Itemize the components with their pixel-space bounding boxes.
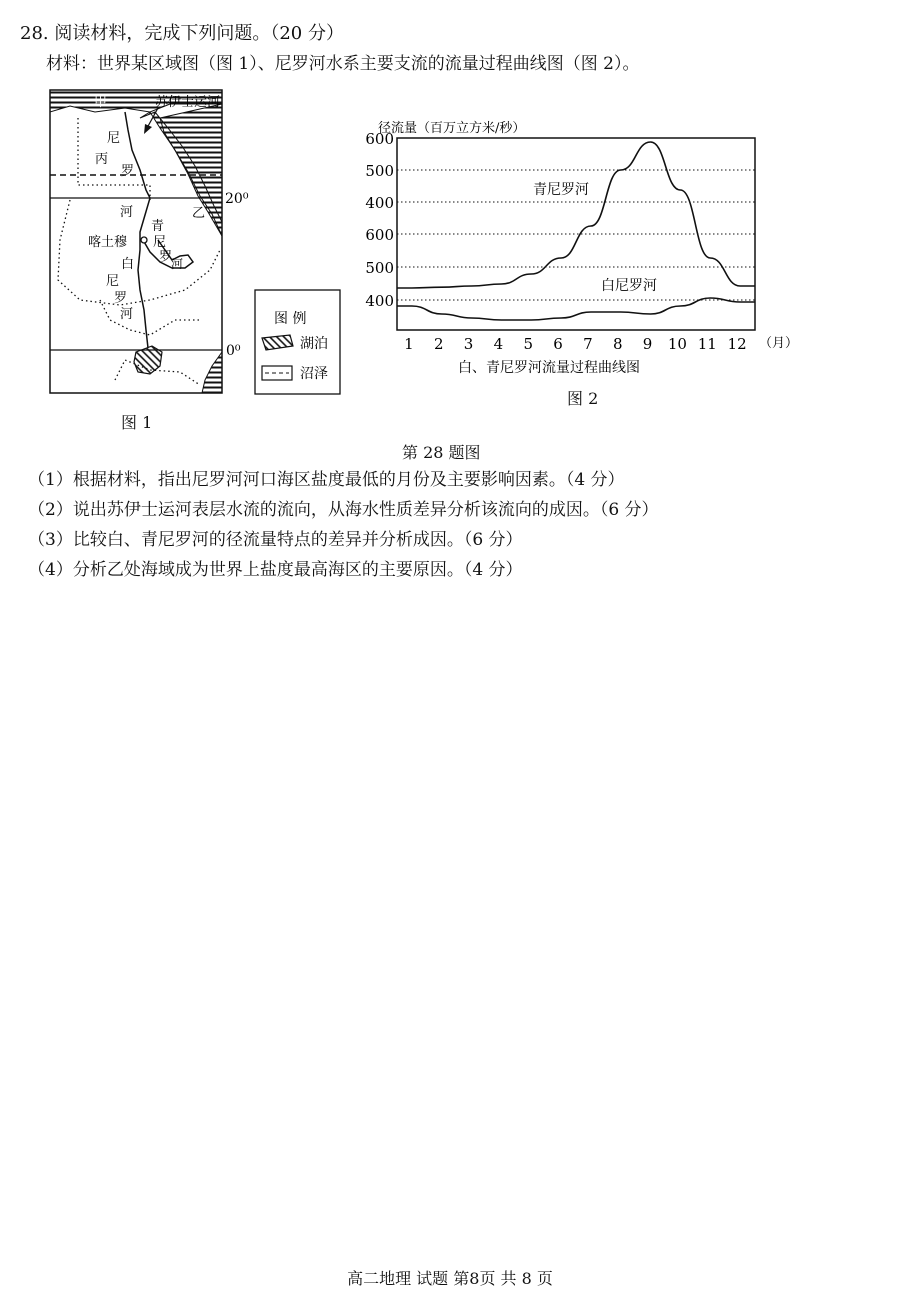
label-white-4: 河 [120, 307, 134, 322]
label-suez: 苏伊士运河 [155, 95, 221, 110]
chart-xtick-label: 4 [493, 335, 504, 353]
chart-xtick-label: 5 [523, 335, 534, 353]
chart-ytick-label: 400 [365, 292, 394, 310]
label-jia: 甲 [94, 95, 108, 110]
subquestion-4: （4）分析乙处海域成为世界上盐度最高海区的主要原因。（4 分） [28, 560, 523, 580]
chart-ytick-label: 400 [365, 194, 394, 212]
chart-xtick-label: 1 [404, 335, 414, 353]
material-text: 材料：世界某区域图（图 1）、尼罗河水系主要支流的流量过程曲线图（图 2）。 [46, 54, 640, 74]
chart-xtick-label: 3 [463, 335, 474, 353]
subquestion-1: （1）根据材料，指出尼罗河河口海区盐度最低的月份及主要影响因素。（4 分） [28, 470, 625, 490]
chart-xtick-label: 11 [697, 335, 717, 353]
label-lat20: 20⁰ [225, 191, 249, 207]
label-white-2: 尼 [106, 274, 120, 289]
chart-xtick-label: 6 [553, 335, 563, 353]
chart-xtick-label: 12 [727, 335, 747, 353]
label-blue-4: 河 [171, 257, 184, 271]
chart-xtick-label: 2 [433, 335, 444, 353]
chart-ytick-label: 500 [365, 259, 394, 277]
white-nile-series-label: 白尼罗河 [601, 278, 657, 294]
blue-nile-series-label: 青尼罗河 [533, 182, 589, 198]
figure1-caption: 图 1 [121, 413, 153, 432]
chart-title: 白、青尼罗河流量过程曲线图 [458, 360, 640, 376]
legend-swamp-label: 沼泽 [300, 366, 328, 382]
label-bing: 丙 [95, 152, 109, 167]
label-blue-2: 尼 [153, 235, 167, 250]
page-footer: 高二地理 试题 第8页 共 8 页 [347, 1269, 553, 1288]
label-yi: 乙 [192, 206, 206, 221]
legend-title: 图 例 [274, 311, 307, 327]
chart-xtick-label: 8 [612, 335, 623, 353]
legend-lake-label: 湖泊 [300, 336, 328, 352]
figure2-caption: 图 2 [567, 389, 599, 408]
label-white-1: 白 [121, 257, 135, 272]
chart-ylabel: 径流量（百万立方米/秒） [378, 121, 526, 136]
subquestion-2: （2）说出苏伊士运河表层水流的流向，从海水性质差异分析该流向的成因。（6 分） [28, 500, 659, 520]
question-title: 28. 阅读材料，完成下列问题。（20 分） [20, 23, 344, 44]
label-nile-1: 尼 [107, 131, 121, 146]
chart-ytick-label: 600 [365, 226, 394, 244]
label-blue-3: 罗 [159, 250, 173, 265]
label-khartoum: 喀土穆 [88, 235, 128, 250]
label-nile-3: 河 [120, 205, 134, 220]
blue-nile-series-line [397, 142, 755, 288]
figure2-chart [0, 0, 900, 440]
white-nile-series-line [397, 298, 755, 320]
label-lat0: 0⁰ [226, 343, 241, 359]
label-nile-2: 罗 [121, 164, 135, 179]
label-white-3: 罗 [114, 291, 128, 306]
chart-xtick-label: 7 [583, 335, 593, 353]
chart-xtick-label: 10 [667, 335, 687, 353]
chart-x-unit: （月） [759, 336, 799, 351]
figure-group-caption: 第 28 题图 [402, 443, 481, 462]
chart-xtick-label: 9 [642, 335, 653, 353]
chart-ytick-label: 600 [365, 130, 394, 148]
label-blue-1: 青 [151, 219, 165, 234]
chart-ytick-label: 500 [365, 162, 394, 180]
subquestion-3: （3）比较白、青尼罗河的径流量特点的差异并分析成因。（6 分） [28, 530, 523, 550]
